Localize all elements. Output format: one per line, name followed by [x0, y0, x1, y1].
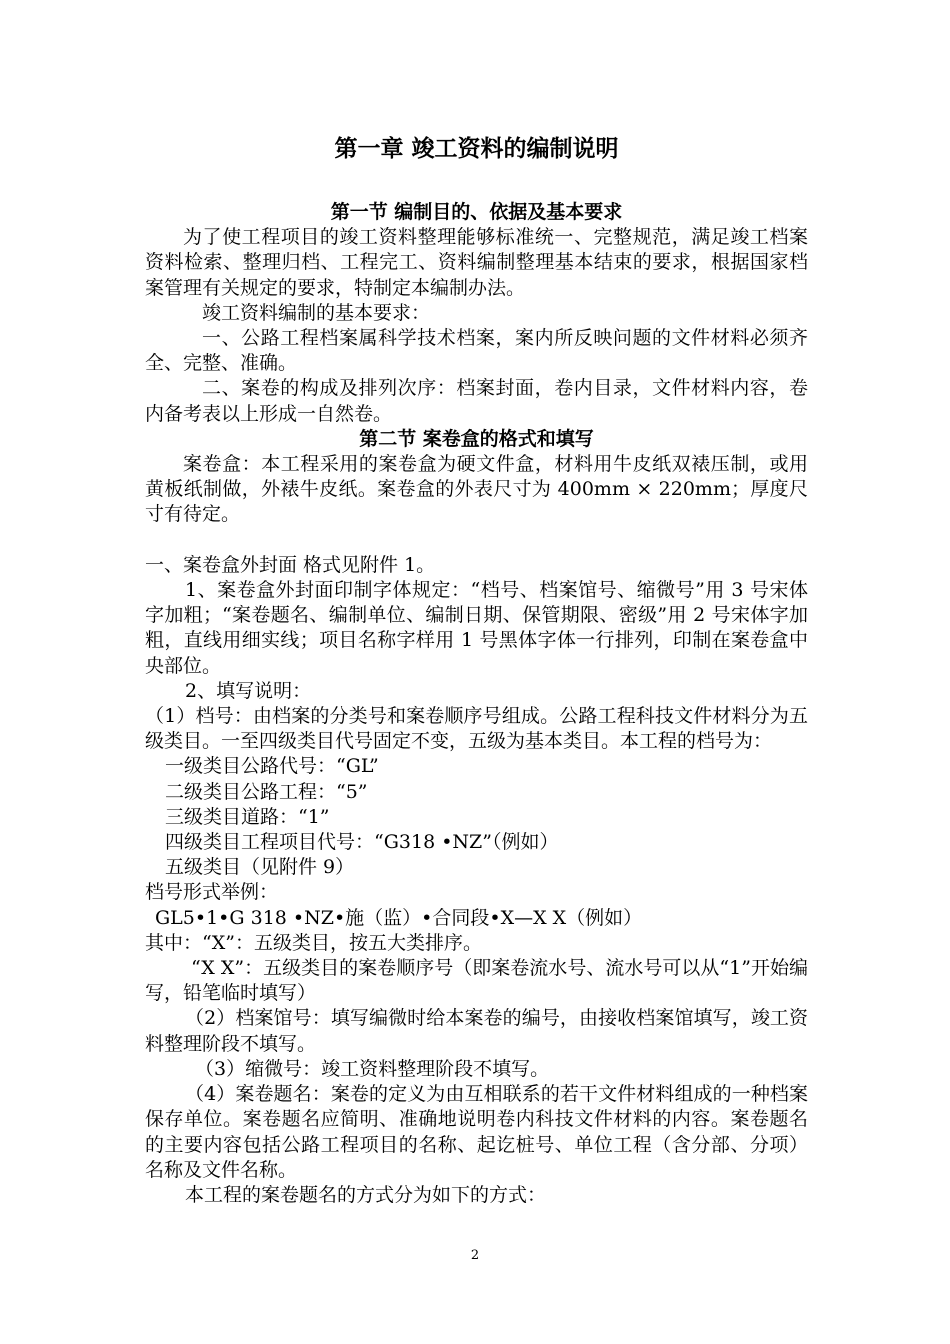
paragraph-level-3: 三级类目道路：“1”	[165, 805, 330, 828]
blank-line	[145, 528, 808, 553]
section-2-title: 第二节 案卷盒的格式和填写	[359, 427, 594, 450]
paragraph-example-label: 档号形式举例：	[145, 881, 279, 904]
document-body	[145, 200, 808, 1208]
paragraph-level-2: 二级类目公路工程：“5”	[165, 780, 368, 803]
paragraph-naming: 本工程的案卷题名的方式分为如下的方式：	[185, 1183, 547, 1206]
paragraph-item-1-1: 1、案卷盒外封面印制字体规定：“档号、档案馆号、缩微号”用 3 号宋体字加粗；“案卷题名、编制单位、编制日期、保管期限、密级”用 2 号宋体字加粗，直线用细实线；项目名称字样用 1 号黑体字体一行排列，印制在案卷盒中央部位。	[145, 579, 808, 677]
paragraph-example: GL5•1•G 318 •NZ•施（监）•合同段•X—X X（例如）	[155, 906, 643, 929]
paragraph-where-xx: “X X”：五级类目的案卷顺序号（即案卷流水号、流水号可以从“1”开始编写，铅笔临时填写）	[145, 957, 808, 1005]
paragraph-item-1: 一、案卷盒外封面 格式见附件 1。	[145, 553, 436, 576]
section-1-title: 第一节 编制目的、依据及基本要求	[330, 201, 623, 223]
paragraph-note-4: （4）案卷题名：案卷的定义为由互相联系的若干文件材料组成的一种档案保存单位。案卷题名应简明、准确地说明卷内科技文件材料的内容。案卷题名的主要内容包括公路工程项目的名称、起讫桩号、单位工程（含分部、分项）名称及文件名称。	[145, 1083, 808, 1181]
paragraph-level-1: 一级类目公路代号：“GL”	[165, 755, 379, 778]
paragraph-level-5: 五级类目（见附件 9）	[165, 856, 355, 879]
paragraph-item-1-2: 2、填写说明：	[185, 679, 312, 702]
paragraph-purpose: 为了使工程项目的竣工资料整理能够标准统一、完整规范，满足竣工档案资料检索、整理归档、工程完工、资料编制整理基本结束的要求，根据国家档案管理有关规定的要求，特制定本编制办法。	[145, 226, 808, 299]
paragraph-requirement-1: 一、公路工程档案属科学技术档案，案内所反映问题的文件材料必须齐全、完整、准确。	[145, 327, 808, 375]
paragraph-note-3: （3）缩微号：竣工资料整理阶段不填写。	[195, 1057, 550, 1080]
chapter-title: 第一章 竣工资料的编制说明	[334, 136, 619, 162]
paragraph-note-2: （2）档案馆号：填写编微时给本案卷的编号，由接收档案馆填写，竣工资料整理阶段不填写。	[145, 1007, 808, 1055]
paragraph-level-4: 四级类目工程项目代号：“G318 •NZ”（例如）	[165, 831, 559, 854]
paragraph-note-1: （1）档号：由档案的分类号和案卷顺序号组成。公路工程科技文件材料分为五级类目。一至四级类目代号固定不变，五级为基本类目。本工程的档号为：	[145, 705, 808, 753]
paragraph-basic-requirements: 竣工资料编制的基本要求：	[202, 301, 431, 324]
paragraph-requirement-2: 二、案卷的构成及排列次序：档案封面，卷内目录，文件材料内容，卷内备考表以上形成一自然卷。	[145, 377, 808, 425]
paragraph-case-box: 案卷盒：本工程采用的案卷盒为硬文件盒，材料用牛皮纸双裱压制，或用黄板纸制做，外裱牛皮纸。案卷盒的外表尺寸为 400mm × 220mm；厚度尺寸有待定。	[145, 453, 808, 526]
page-number: 2	[470, 1248, 480, 1263]
paragraph-where-x: 其中：“X”：五级类目，按五大类排序。	[145, 931, 482, 954]
